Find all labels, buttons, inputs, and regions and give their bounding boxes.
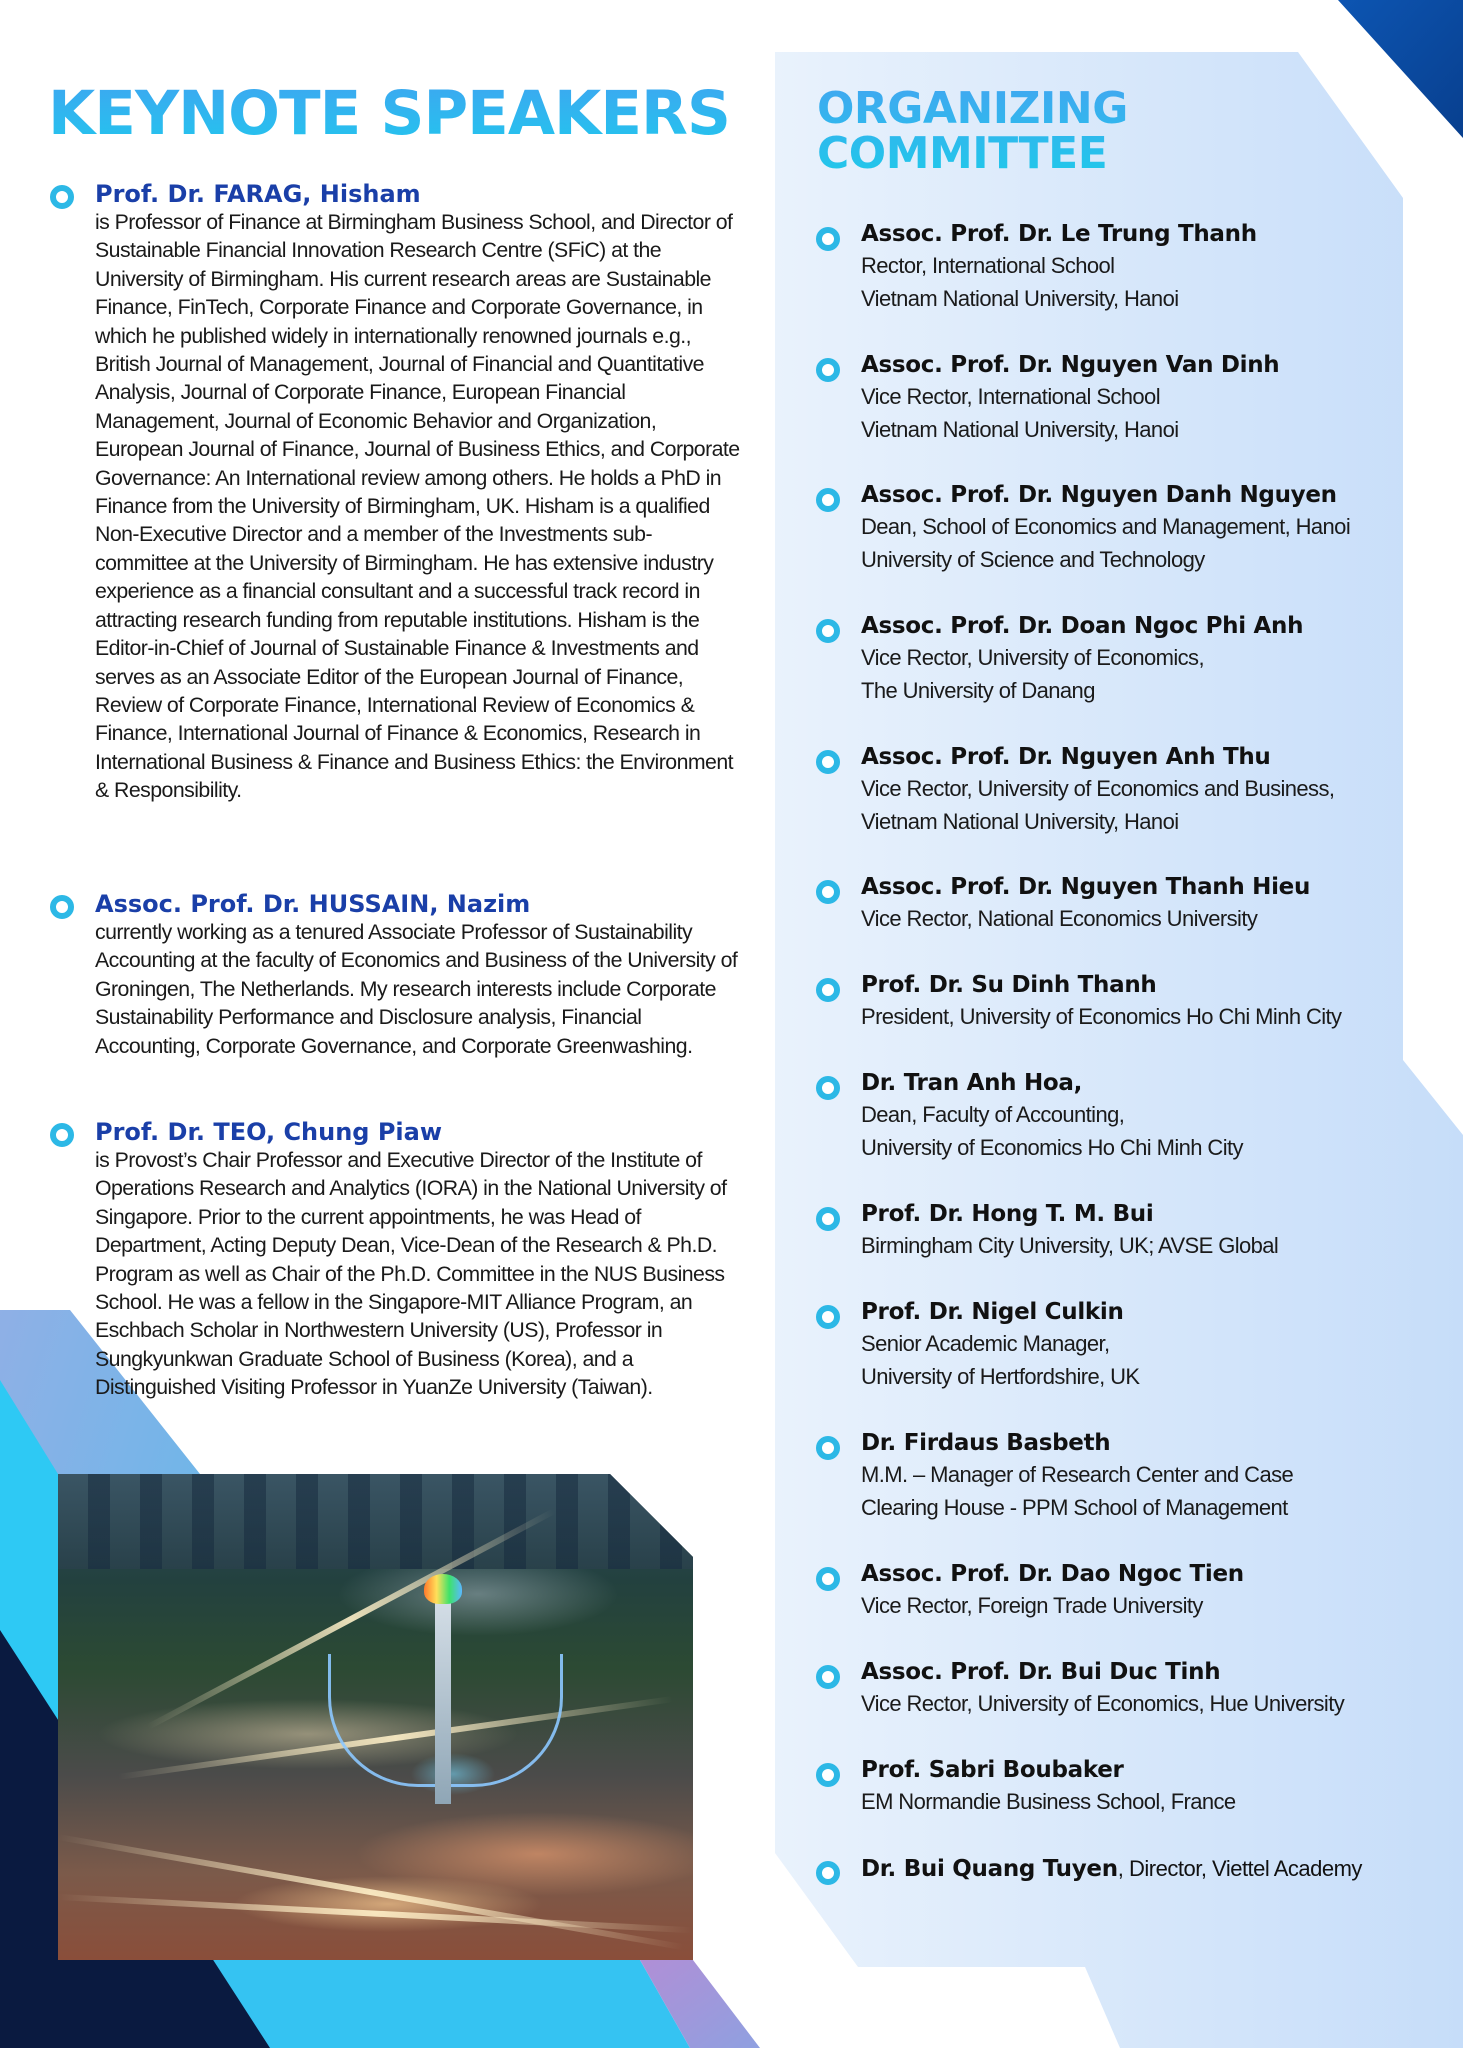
bullet-ring-icon xyxy=(816,619,840,643)
member-name: Dr. Tran Anh Hoa, xyxy=(861,1070,1083,1096)
bullet-ring-icon xyxy=(816,358,840,382)
committee-member xyxy=(816,219,1456,315)
bullet-ring-icon xyxy=(816,1305,840,1329)
bullet-ring-icon xyxy=(50,895,74,919)
committee-member xyxy=(816,1199,1456,1263)
member-name: Prof. Sabri Boubaker xyxy=(861,1757,1124,1783)
keynote-speakers-heading: KEYNOTE SPEAKERS xyxy=(48,78,730,149)
heading-line-2: COMMITTEE xyxy=(817,128,1108,179)
member-name: Assoc. Prof. Dr. Doan Ngoc Phi Anh xyxy=(861,613,1304,639)
committee-member xyxy=(816,742,1456,838)
committee-member xyxy=(816,1428,1456,1524)
bullet-ring-icon xyxy=(816,1665,840,1689)
member-name xyxy=(861,1853,1456,1885)
member-role: Birmingham City University, UK; AVSE Global xyxy=(861,1233,1279,1258)
photo-light-trail xyxy=(57,1834,683,1950)
committee-member xyxy=(816,611,1456,707)
bullet-ring-icon xyxy=(816,1763,840,1787)
speaker-hussain xyxy=(50,890,740,1060)
photo-monument-tower xyxy=(435,1584,451,1804)
speaker-teo xyxy=(50,1118,740,1402)
bullet-ring-icon xyxy=(816,1207,840,1231)
committee-member xyxy=(816,480,1456,576)
committee-member xyxy=(816,1068,1456,1164)
member-role: Dean, Faculty of Accounting, xyxy=(861,1102,1125,1127)
member-role: Vice Rector, International School xyxy=(861,384,1160,409)
member-role: Rector, International School xyxy=(861,253,1115,278)
speaker-farag xyxy=(50,180,740,805)
bullet-ring-icon xyxy=(816,978,840,1002)
member-name: Assoc. Prof. Dr. Le Trung Thanh xyxy=(861,221,1257,247)
member-role: Dean, School of Economics and Management, Hanoi xyxy=(861,514,1351,539)
speaker-bio: is Professor of Finance at Birmingham Business School, and Director of Sustainable Financial Innovation Research Centre (SFiC) at the University of Birmingham. His current research areas are Sustainable Finance, FinTech, Corporate Finance and Corporate Governance, in which he published widely in internationally renowned journals e.g., British Journal of Management, Journal of Financial and Quantitative Analysis, Journal of Corporate Finance, European Financial Management, Journal of Economic Behavior and Organization, European Journal of Finance, Journal of Business Ethics, and Corporate Governance: An International review among others. He holds a PhD in Finance from the University of Birmingham, UK. Hisham is a qualified Non-Executive Director and a member of the Investments sub-committee at the University of Birmingham. He has extensive industry experience as a financial consultant and a successful track record in attracting research funding from reputable institutions. Hisham is the Editor-in-Chief of Journal of Sustainable Finance & Investments and serves as an Associate Editor of the European Journal of Finance, Review of Corporate Finance, International Review of Economics & Finance, International Journal of Finance & Economics, Research in International Business & Finance and Business Ethics: the Environment & Responsibility. xyxy=(95,210,740,803)
top-right-corner-shape xyxy=(1338,0,1463,138)
member-affiliation: University of Science and Technology xyxy=(861,546,1205,572)
bullet-ring-icon xyxy=(816,1076,840,1100)
member-affiliation: Vietnam National University, Hanoi xyxy=(861,285,1179,311)
photo-monument-top xyxy=(424,1574,462,1604)
member-name: Assoc. Prof. Dr. Bui Duc Tinh xyxy=(861,1659,1221,1685)
speaker-bio: is Provost’s Chair Professor and Executive Director of the Institute of Operations Research and Analytics (IORA) in the National University of Singapore. Prior to the current appointments, he was Head of Department, Acting Deputy Dean, Vice-Dean of the Research & Ph.D. Program as well as Chair of the Ph.D. Committee in the NUS Business School. He was a fellow in the Singapore-MIT Alliance Program, an Eschbach Scholar in Northwestern University (US), Professor in Sungkyunkwan Graduate School of Business (Korea), and a Distinguished Visiting Professor in YuanZe University (Taiwan). xyxy=(95,1148,727,1400)
member-name-text: Dr. Bui Quang Tuyen xyxy=(861,1856,1118,1882)
member-role: Vice Rector, Foreign Trade University xyxy=(861,1593,1203,1618)
bullet-ring-icon xyxy=(816,750,840,774)
member-role: M.M. – Manager of Research Center and Case xyxy=(861,1462,1294,1487)
bullet-ring-icon xyxy=(50,1123,74,1147)
member-role: Senior Academic Manager, xyxy=(861,1331,1110,1356)
member-role: Vice Rector, University of Economics and Business, xyxy=(861,776,1335,801)
member-affiliation: Vietnam National University, Hanoi xyxy=(861,416,1179,442)
photo-light-trail xyxy=(58,1894,692,1933)
member-name: Assoc. Prof. Dr. Nguyen Thanh Hieu xyxy=(861,874,1311,900)
member-name: Assoc. Prof. Dr. Nguyen Anh Thu xyxy=(861,744,1271,770)
bullet-ring-icon xyxy=(816,1861,840,1885)
member-name: Dr. Firdaus Basbeth xyxy=(861,1430,1111,1456)
member-affiliation: University of Hertfordshire, UK xyxy=(861,1363,1140,1389)
member-name: Assoc. Prof. Dr. Dao Ngoc Tien xyxy=(861,1561,1244,1587)
bullet-ring-icon xyxy=(816,227,840,251)
bullet-ring-icon xyxy=(816,1436,840,1460)
speaker-bio: currently working as a tenured Associate Professor of Sustainability Accounting at the faculty of Economics and Business of the University of Groningen, The Netherlands. My research interests include Corporate Sustainability Performance and Disclosure analysis, Financial Accounting, Corporate Governance, and Corporate Greenwashing. xyxy=(95,920,738,1058)
committee-member xyxy=(816,1755,1456,1819)
member-inline-role: , Director, Viettel Academy xyxy=(1117,1856,1362,1881)
speaker-name: Prof. Dr. FARAG, Hisham xyxy=(95,180,421,208)
committee-member xyxy=(816,1559,1456,1623)
bullet-ring-icon xyxy=(816,880,840,904)
member-name: Prof. Dr. Hong T. M. Bui xyxy=(861,1201,1154,1227)
speaker-name: Assoc. Prof. Dr. HUSSAIN, Nazim xyxy=(95,890,531,918)
speaker-name: Prof. Dr. TEO, Chung Piaw xyxy=(95,1118,443,1146)
bullet-ring-icon xyxy=(816,488,840,512)
member-role: Vice Rector, University of Economics, xyxy=(861,645,1204,670)
member-name: Assoc. Prof. Dr. Nguyen Van Dinh xyxy=(861,352,1280,378)
organizing-committee-heading xyxy=(817,83,1128,179)
bullet-ring-icon xyxy=(50,185,74,209)
member-affiliation: The University of Danang xyxy=(861,677,1095,703)
member-name: Prof. Dr. Su Dinh Thanh xyxy=(861,972,1157,998)
member-affiliation: University of Economics Ho Chi Minh City xyxy=(861,1134,1243,1160)
committee-member xyxy=(816,872,1456,936)
heading-line-1: ORGANIZING xyxy=(817,83,1128,134)
member-role: Vice Rector, University of Economics, Hue University xyxy=(861,1691,1345,1716)
committee-member xyxy=(816,350,1456,446)
committee-member xyxy=(816,970,1456,1034)
member-name: Prof. Dr. Nigel Culkin xyxy=(861,1299,1124,1325)
photo-city-skyline xyxy=(58,1474,693,1569)
member-affiliation: Clearing House - PPM School of Management xyxy=(861,1494,1288,1520)
member-affiliation: Vietnam National University, Hanoi xyxy=(861,808,1179,834)
member-role: Vice Rector, National Economics University xyxy=(861,906,1258,931)
photo-monument-wing xyxy=(450,1654,563,1787)
committee-member xyxy=(816,1297,1456,1393)
photo-monument-wing xyxy=(328,1654,441,1787)
bullet-ring-icon xyxy=(816,1567,840,1591)
city-roundabout-photo xyxy=(58,1474,693,1960)
committee-member xyxy=(816,1657,1456,1721)
member-name: Assoc. Prof. Dr. Nguyen Danh Nguyen xyxy=(861,482,1337,508)
member-role: EM Normandie Business School, France xyxy=(861,1789,1236,1814)
member-role: President, University of Economics Ho Chi Minh City xyxy=(861,1004,1342,1029)
committee-member xyxy=(816,1853,1456,1885)
